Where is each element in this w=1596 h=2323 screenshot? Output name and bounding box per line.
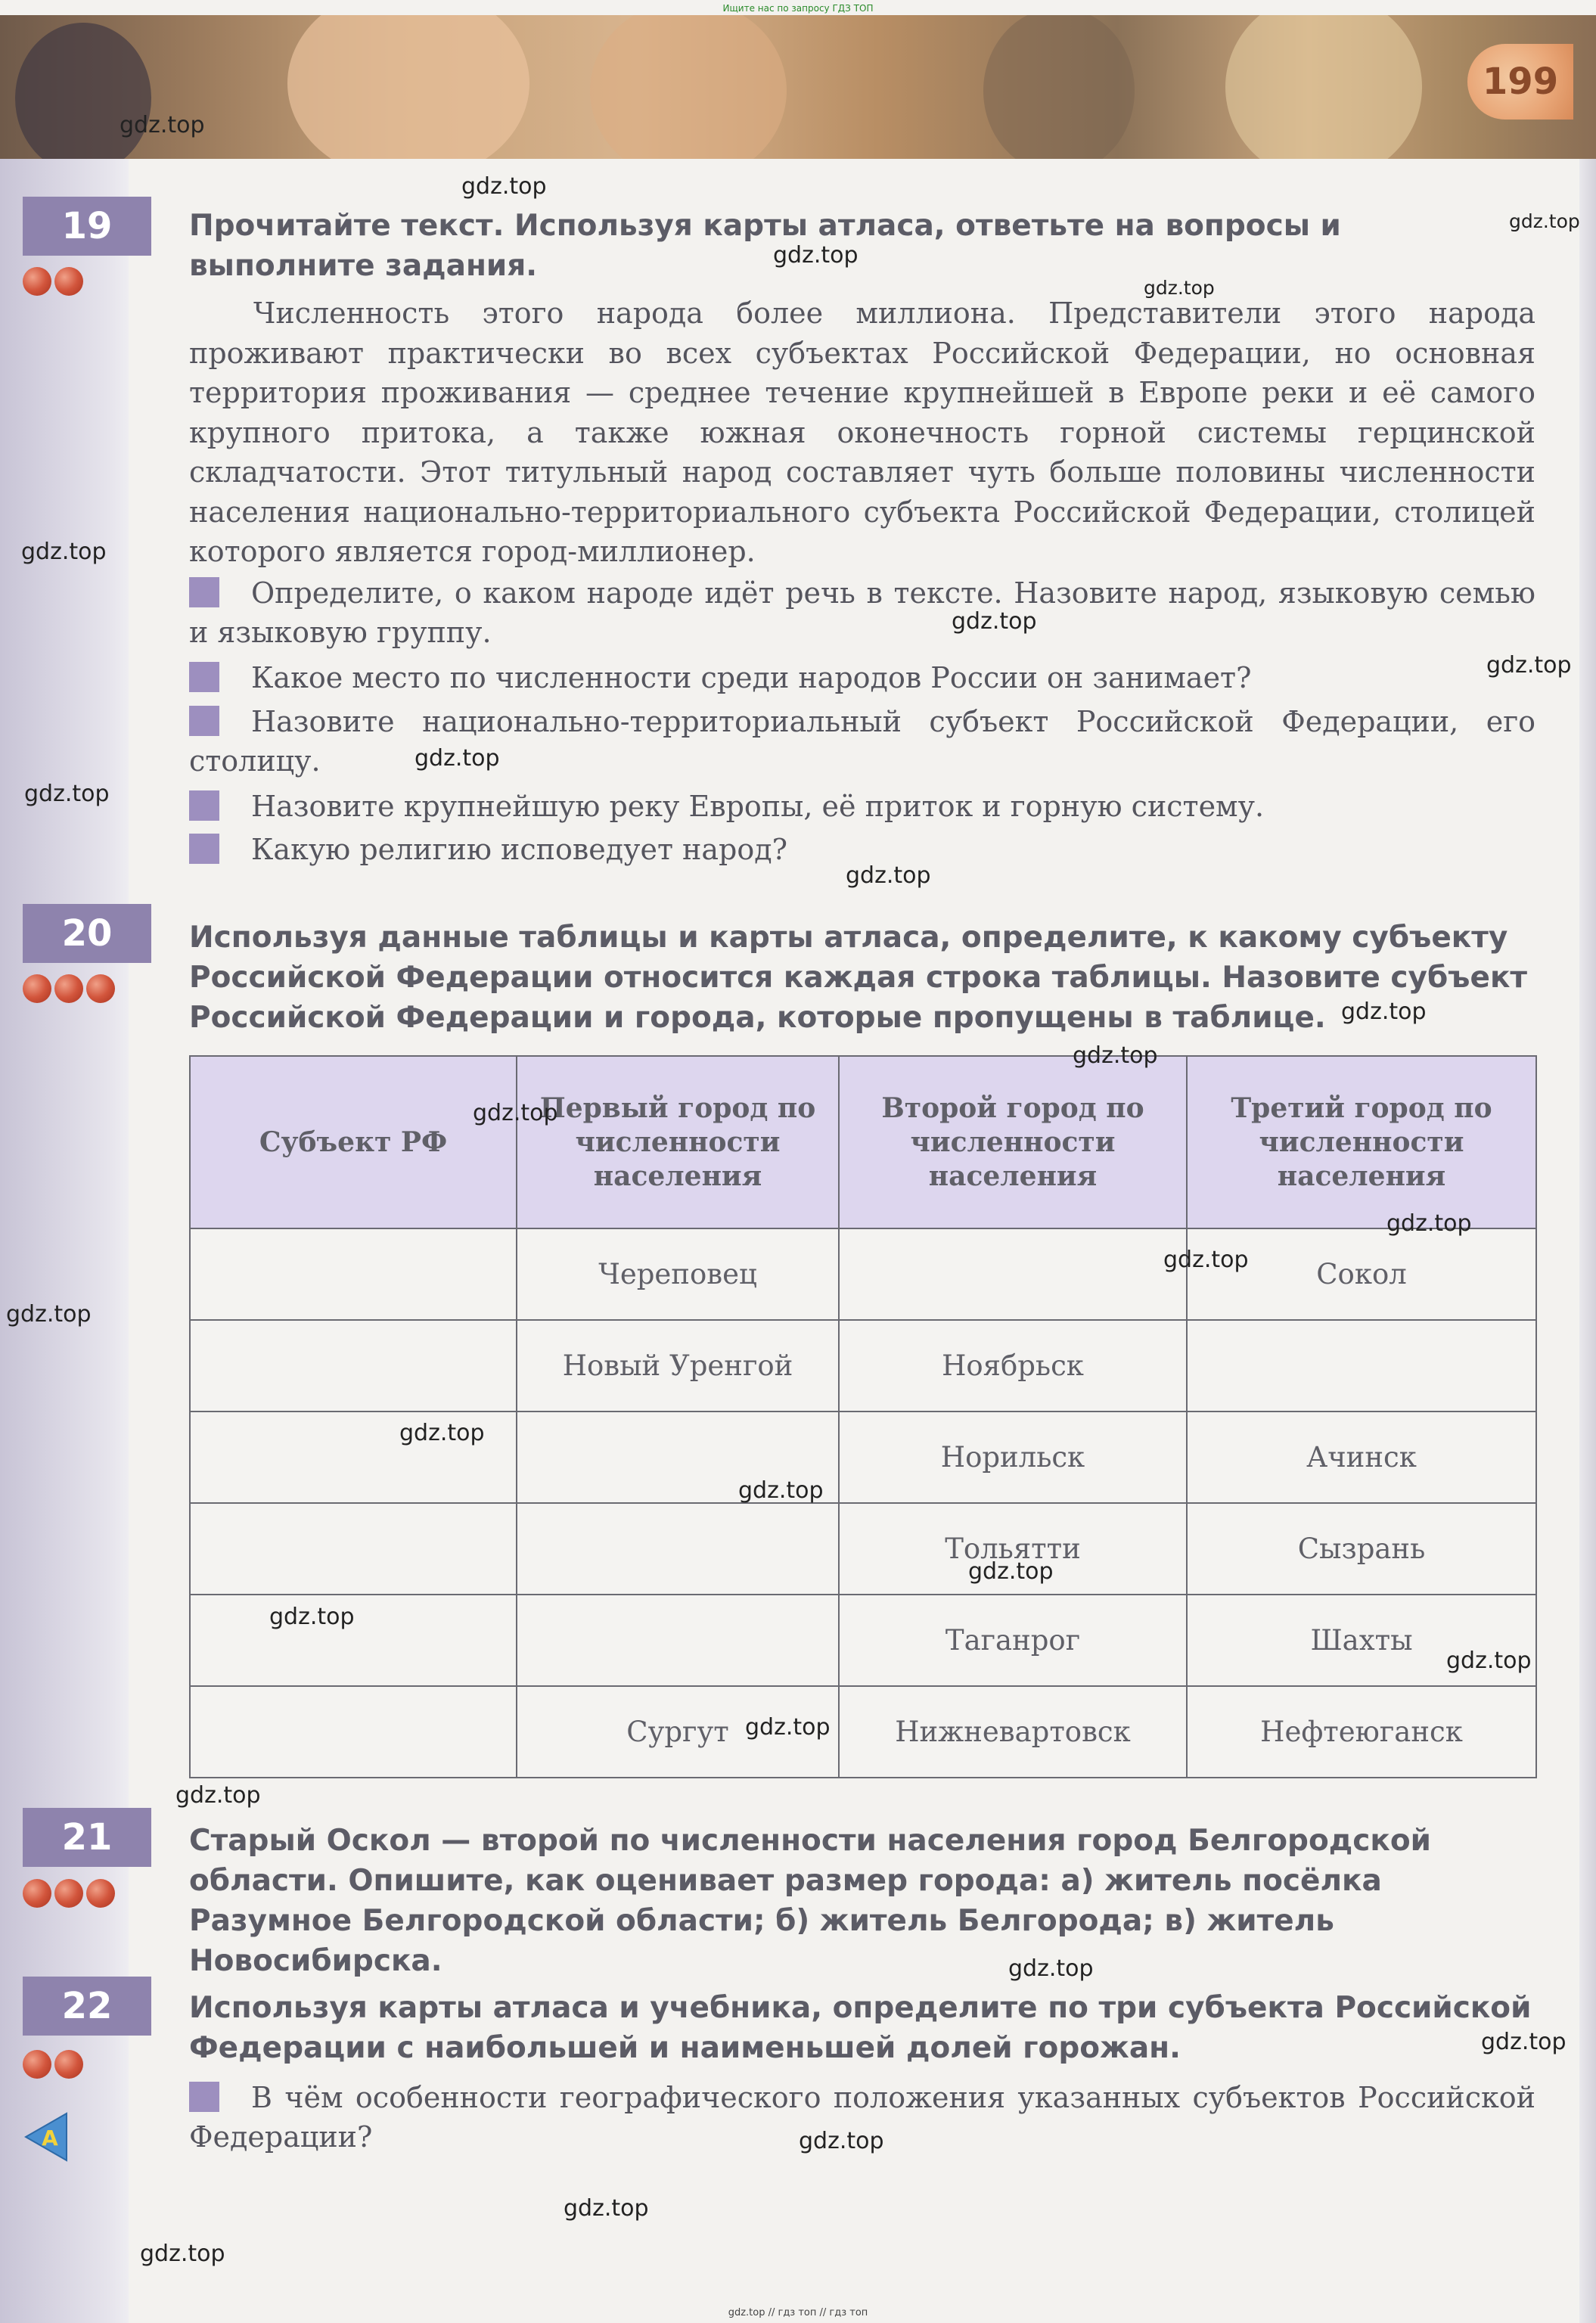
table-row (190, 1595, 1536, 1686)
difficulty-dot (86, 974, 115, 1003)
column-header-subject: Субъект РФ (190, 1056, 517, 1228)
watermark: gdz.top (24, 781, 110, 807)
table-cell (190, 1686, 517, 1778)
task-19-instruction: Прочитайте текст. Используя карты атласа, ответьте на вопросы и выполните задания. (189, 209, 1341, 283)
question-bullet (189, 2082, 219, 2112)
question-bullet (189, 706, 219, 736)
footer-note: gdz.top // гдз топ // гдз топ (728, 2307, 868, 2318)
watermark: gdz.top (846, 862, 931, 889)
watermark: gdz.top (564, 2195, 649, 2222)
watermark: gdz.top (1163, 1247, 1249, 1273)
watermark: gdz.top (738, 1477, 824, 1504)
watermark: gdz.top (1486, 652, 1572, 679)
page-number: 199 (1467, 44, 1573, 120)
watermark: gdz.top (140, 2241, 225, 2267)
task-19-question-1: Определите, о каком народе идёт речь в тексте. Назовите народ, языковую семью и языковую группу. (189, 576, 1535, 649)
watermark: gdz.top (1341, 998, 1427, 1025)
watermark: gdz.top (799, 2128, 884, 2154)
watermark: gdz.top (1386, 1210, 1472, 1237)
cities-table (189, 1055, 1537, 1778)
watermark: gdz.top (773, 242, 859, 269)
watermark: gdz.top (952, 608, 1037, 635)
difficulty-dot (23, 974, 51, 1003)
watermark: gdz.top (120, 112, 205, 138)
table-cell: Шахты (1187, 1595, 1536, 1686)
task-22-question-1: В чём особенности географического положения указанных субъектов Российской Федерации? (189, 2081, 1535, 2154)
watermark: gdz.top (1481, 2029, 1567, 2055)
table-cell (190, 1503, 517, 1595)
question-bullet (189, 577, 219, 607)
difficulty-dot (23, 1879, 51, 1908)
difficulty-dot (54, 974, 83, 1003)
task-21-instruction: Старый Оскол — второй по численности населения город Белгородской области. Опишите, как оценивает размер города: а) житель посёлка Разумное Белгородской области; б) житель Белгорода; в) житель Новосибирска. (189, 1824, 1431, 1978)
task-21-difficulty (23, 1879, 115, 1908)
difficulty-dot (54, 1879, 83, 1908)
task-19-question-2: Какое место по численности среди народов России он занимает? (189, 658, 1535, 697)
watermark: gdz.top (415, 745, 500, 772)
table-cell (190, 1320, 517, 1412)
question-bullet (189, 790, 219, 821)
atlas-label: A (42, 2126, 58, 2151)
table-cell (190, 1228, 517, 1320)
column-header-second-city: Второй город по численности населения (839, 1056, 1187, 1228)
question-bullet (189, 834, 219, 864)
task-22-difficulty (23, 2050, 83, 2079)
task-19-difficulty (23, 267, 83, 296)
task-19-number: 19 (23, 197, 151, 256)
table-cell: Ачинск (1187, 1412, 1536, 1503)
difficulty-dot (23, 267, 51, 296)
task-19-text: Численность этого народа более миллиона. Представители этого народа проживают практически во всех субъектах Российской Федерации, но основная территория проживания — среднее течение крупнейшей в Европе реки и её самого крупного притока, а также южная оконечность горной системы герцинской складчатости. Этот титульный народ составляет чуть больше половины численности населения национально-территориального субъекта Российской Федерации, столицей которого является город-миллионер. (189, 297, 1535, 568)
table-cell: Таганрог (839, 1595, 1187, 1686)
task-20-number: 20 (23, 904, 151, 963)
table-cell: Норильск (839, 1412, 1187, 1503)
table-cell: Сургут (517, 1686, 839, 1778)
watermark: gdz.top (6, 1301, 92, 1328)
column-header-third-city: Третий город по численности населения (1187, 1056, 1536, 1228)
task-19-question-4: Назовите крупнейшую реку Европы, её приток и горную систему. (189, 787, 1535, 826)
table-cell: Тольятти (839, 1503, 1187, 1595)
watermark: gdz.top (473, 1100, 558, 1126)
task-22-number: 22 (23, 1977, 151, 2036)
question-bullet (189, 662, 219, 692)
difficulty-dot (54, 267, 83, 296)
table-header-row (190, 1056, 1536, 1228)
difficulty-dot (23, 2050, 51, 2079)
watermark: gdz.top (399, 1420, 485, 1446)
difficulty-dot (86, 1879, 115, 1908)
watermark: gdz.top (461, 173, 547, 200)
table-cell: Ноябрьск (839, 1320, 1187, 1412)
top-note: Ищите нас по запросу ГДЗ ТОП (722, 3, 874, 14)
table-row (190, 1412, 1536, 1503)
table-cell (839, 1228, 1187, 1320)
table-cell: Новый Уренгой (517, 1320, 839, 1412)
watermark: gdz.top (968, 1558, 1054, 1585)
table-cell: Сокол (1187, 1228, 1536, 1320)
table-cell: Нижневартовск (839, 1686, 1187, 1778)
task-20-instruction: Используя данные таблицы и карты атласа, определите, к какому субъекту Российской Федерации относится каждая строка таблицы. Назовите субъект Российской Федерации и города, которые пропущены в таблице. (189, 921, 1528, 1035)
watermark: gdz.top (1008, 1955, 1094, 1982)
atlas-arrow-icon[interactable] (23, 2110, 68, 2163)
table-cell (517, 1595, 839, 1686)
task-21-number: 21 (23, 1808, 151, 1867)
task-19-question-3: Назовите национально-территориальный субъект Российской Федерации, его столицу. (189, 705, 1535, 778)
watermark: gdz.top (1509, 210, 1580, 232)
table-cell: Нефтеюганск (1187, 1686, 1536, 1778)
watermark: gdz.top (175, 1782, 261, 1809)
watermark: gdz.top (745, 1714, 831, 1741)
task-22-instruction: Используя карты атласа и учебника, определите по три субъекта Российской Федерации с наибольшей и наименьшей долей горожан. (189, 1991, 1532, 2065)
watermark: gdz.top (1073, 1042, 1158, 1069)
table-row (190, 1503, 1536, 1595)
watermark: gdz.top (1446, 1648, 1532, 1674)
header-banner-photo (0, 15, 1596, 159)
table-cell: Сызрань (1187, 1503, 1536, 1595)
difficulty-dot (54, 2050, 83, 2079)
task-20-difficulty (23, 974, 115, 1003)
column-header-first-city: Первый город по численности населения (517, 1056, 839, 1228)
table-row (190, 1320, 1536, 1412)
table-row (190, 1228, 1536, 1320)
table-cell: Череповец (517, 1228, 839, 1320)
task-19-question-5: Какую религию исповедует народ? (189, 830, 1535, 869)
table-row (190, 1686, 1536, 1778)
table-cell (1187, 1320, 1536, 1412)
watermark: gdz.top (269, 1604, 355, 1630)
page-edge (1579, 159, 1596, 2323)
watermark: gdz.top (21, 539, 107, 565)
table-cell (517, 1503, 839, 1595)
watermark: gdz.top (1144, 277, 1215, 299)
